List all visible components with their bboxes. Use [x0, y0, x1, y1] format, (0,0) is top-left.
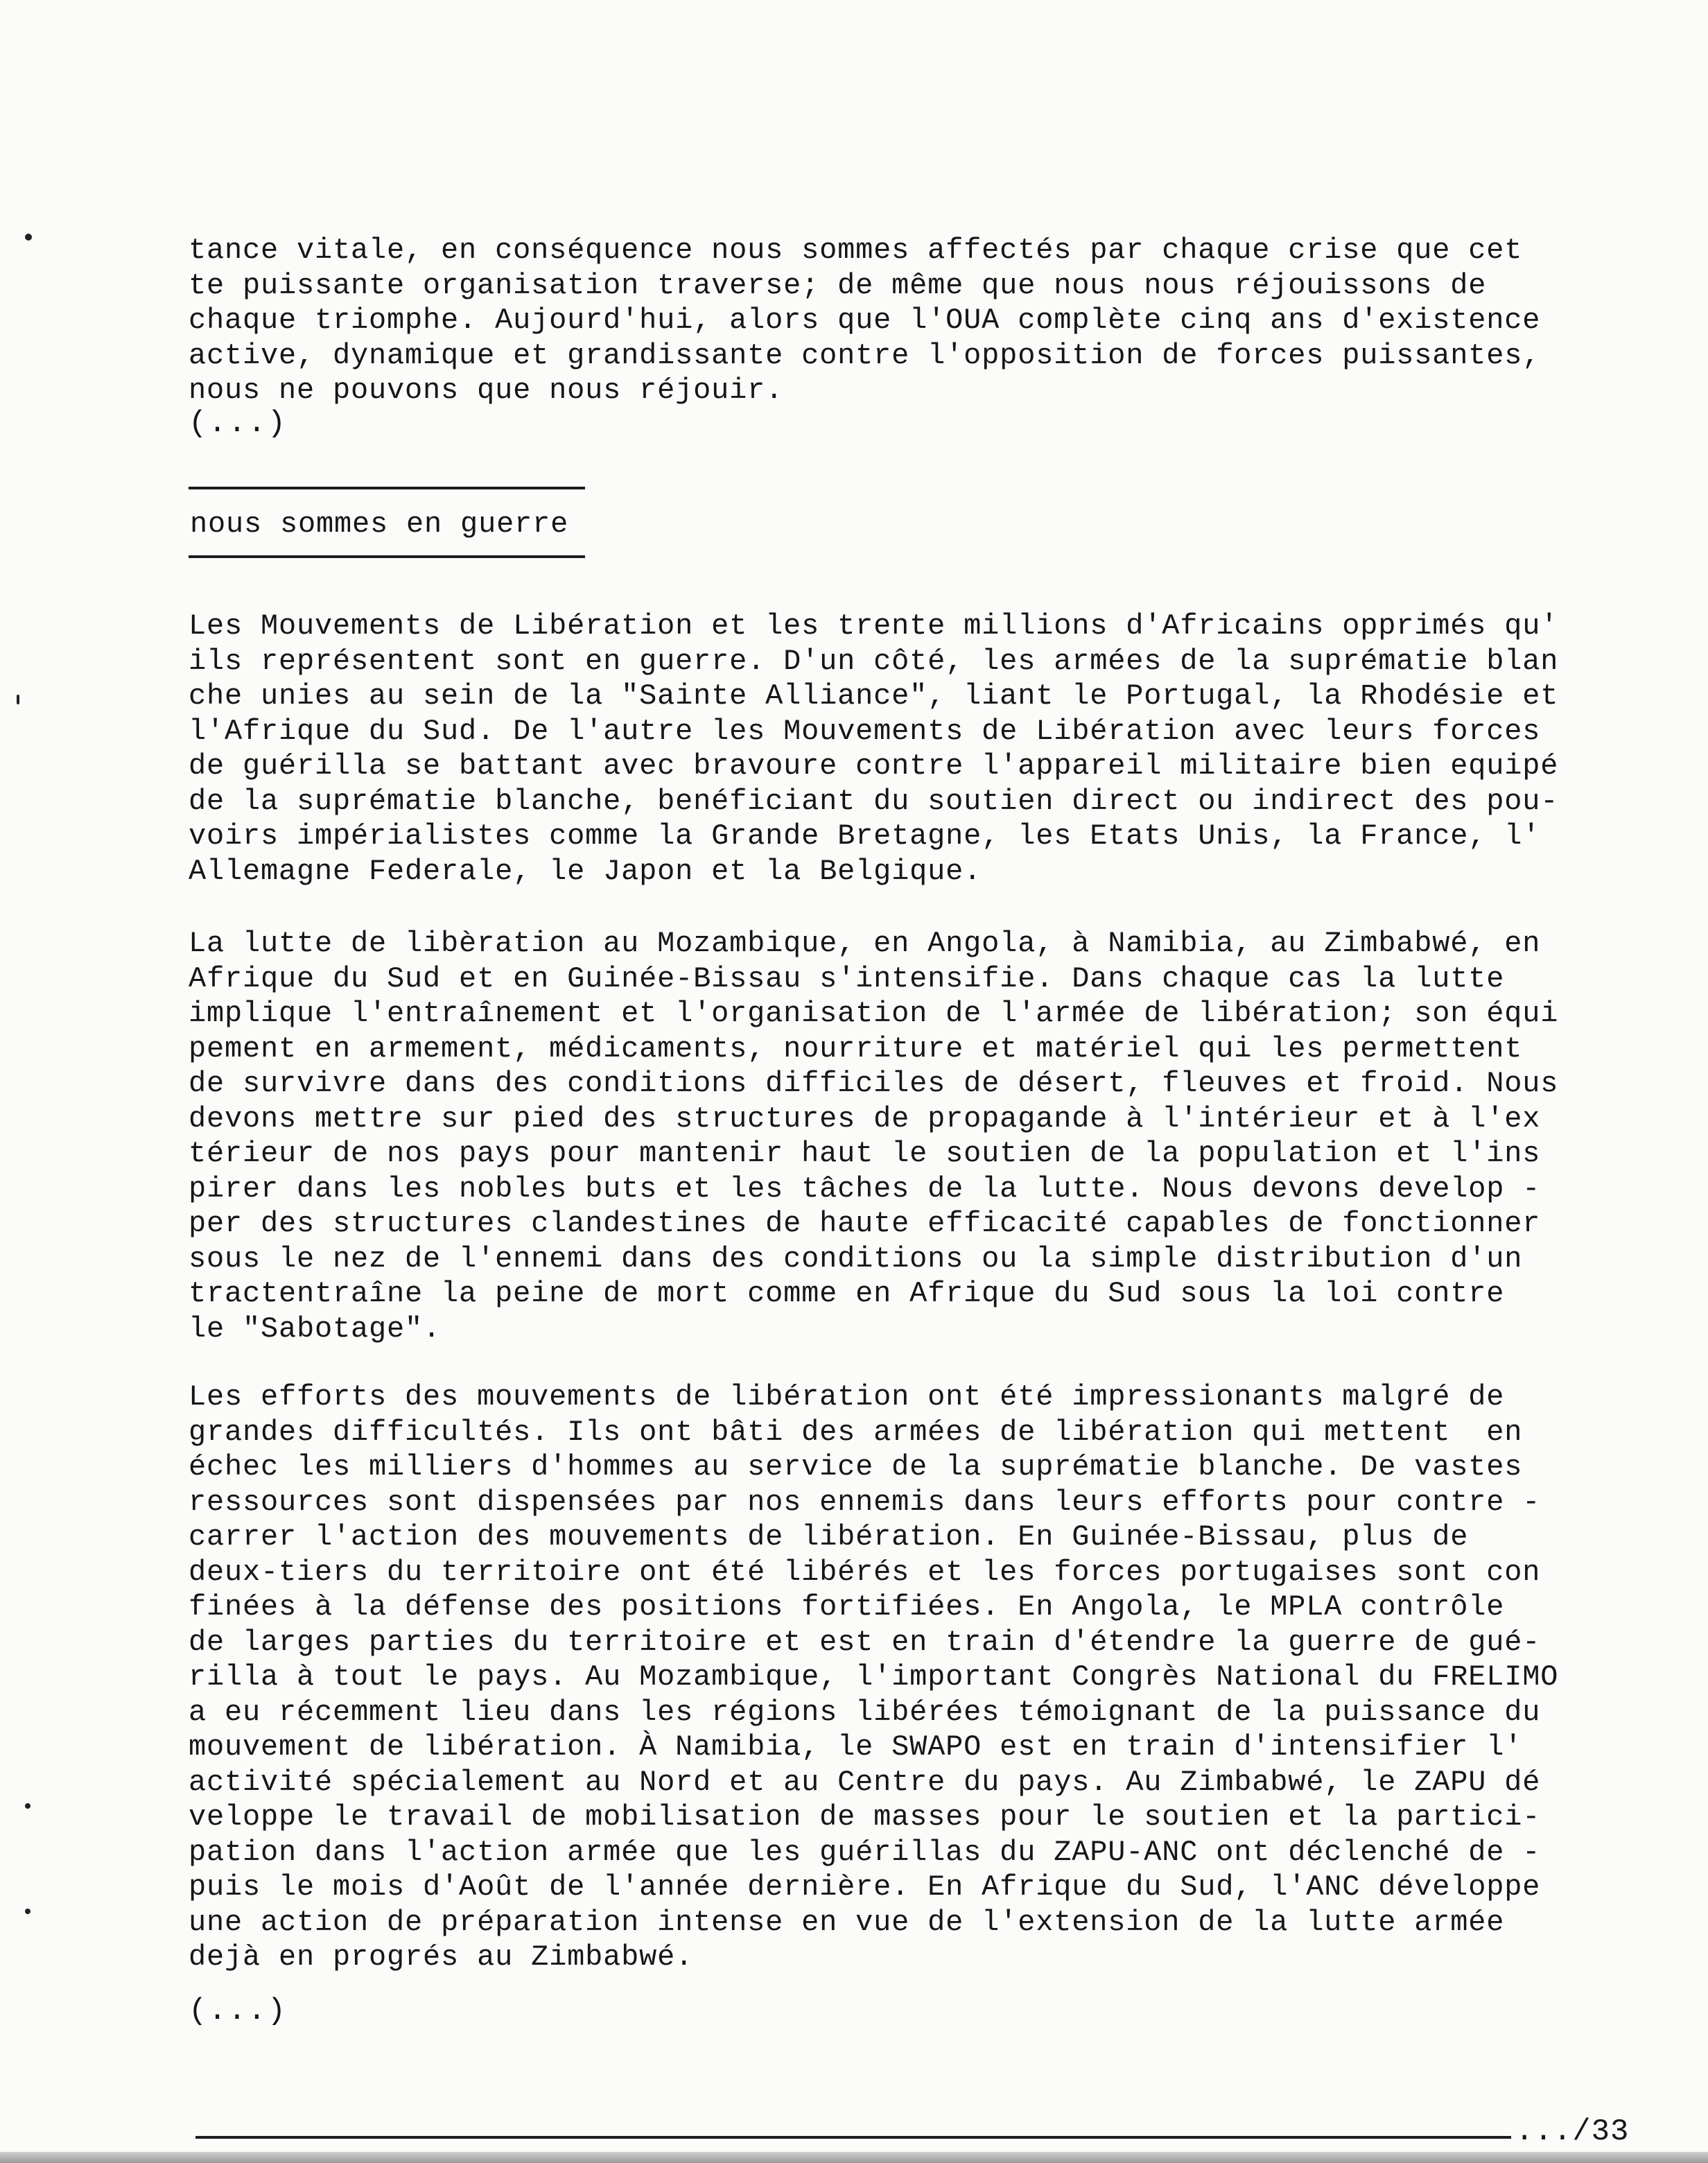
- margin-mark-middle: [17, 695, 19, 704]
- text-line: le "Sabotage".: [189, 1312, 442, 1346]
- text-line: de la suprématie blanche, benéficiant du soutien direct ou indirect des pou-: [189, 784, 1559, 818]
- text-line: finées à la défense des positions fortifiées. En Angola, le MPLA contrôle: [189, 1590, 1505, 1624]
- text-line: échec les milliers d'hommes au service de la suprématie blanche. De vastes: [189, 1450, 1523, 1484]
- text-line: Les Mouvements de Libération et les trente millions d'Africains opprimés qu': [189, 609, 1559, 643]
- text-line: rilla à tout le pays. Au Mozambique, l'important Congrès National du FRELIMO: [189, 1660, 1559, 1694]
- text-line: l'Afrique du Sud. De l'autre les Mouvements de Libération avec leurs forces: [189, 714, 1541, 748]
- text-line: térieur de nos pays pour mantenir haut le soutien de la population et l'ins: [189, 1137, 1541, 1170]
- text-line: tance vitale, en conséquence nous sommes affectés par chaque crise que cet: [189, 234, 1523, 267]
- text-line: Allemagne Federale, le Japon et la Belgique.: [189, 854, 982, 888]
- text-line: Les efforts des mouvements de libération ont été impressionants malgré de: [189, 1380, 1505, 1414]
- paragraph-liberation-struggle: [189, 926, 1630, 1346]
- ellipsis-bottom: (...): [189, 1994, 288, 2029]
- text-line: pement en armement, médicaments, nourriture et matériel qui les permettent: [189, 1032, 1523, 1066]
- text-line: active, dynamique et grandissante contre l'opposition de forces puissantes,: [189, 338, 1541, 372]
- text-line: a eu récemment lieu dans les régions libérées témoignant de la puissance du: [189, 1695, 1541, 1729]
- text-line: puis le mois d'Août de l'année dernière. En Afrique du Sud, l'ANC développe: [189, 1870, 1541, 1904]
- margin-mark-lower: [25, 1803, 31, 1809]
- text-line: implique l'entraînement et l'organisation de l'armée de libération; son équi: [189, 997, 1559, 1030]
- text-line: une action de préparation intense en vue de l'extension de la lutte armée: [189, 1905, 1505, 1939]
- text-line: tractentraîne la peine de mort comme en Afrique du Sud sous la loi contre: [189, 1277, 1505, 1310]
- text-line: de guérilla se battant avec bravoure contre l'appareil militaire bien equipé: [189, 749, 1559, 783]
- page-reference: .../33: [1515, 2114, 1630, 2149]
- text-line: te puissante organisation traverse; de même que nous nous réjouissons de: [189, 268, 1487, 302]
- text-line: de survivre dans des conditions difficiles de désert, fleuves et froid. Nous: [189, 1067, 1559, 1100]
- text-line: carrer l'action des mouvements de libération. En Guinée-Bissau, plus de: [189, 1520, 1469, 1554]
- margin-mark-bottom: [25, 1909, 31, 1914]
- text-line: dejà en progrés au Zimbabwé.: [189, 1940, 694, 1974]
- paragraph-liberation-war: [189, 609, 1630, 889]
- text-line: che unies au sein de la "Sainte Alliance", liant le Portugal, la Rhodésie et: [189, 679, 1559, 713]
- section-rule-bottom: [189, 555, 585, 558]
- text-line: per des structures clandestines de haute efficacité capables de fonctionner: [189, 1207, 1541, 1240]
- text-line: voirs impérialistes comme la Grande Bretagne, les Etats Unis, la France, l': [189, 819, 1541, 853]
- text-line: nous ne pouvons que nous réjouir.: [189, 374, 784, 407]
- margin-mark-top: [25, 234, 32, 241]
- section-title: nous sommes en guerre: [190, 507, 569, 541]
- text-line: pation dans l'action armée que les guérillas du ZAPU-ANC ont déclenché de -: [189, 1835, 1541, 1869]
- text-line: veloppe le travail de mobilisation de masses pour le soutien et la partici-: [189, 1800, 1541, 1834]
- text-line: devons mettre sur pied des structures de propagande à l'intérieur et à l'ex: [189, 1102, 1541, 1136]
- text-line: grandes difficultés. Ils ont bâti des armées de libération qui mettent en: [189, 1415, 1523, 1449]
- section-rule-top: [189, 487, 585, 489]
- text-line: ressources sont dispensées par nos ennemis dans leurs efforts pour contre -: [189, 1485, 1541, 1519]
- intro-paragraph: [189, 233, 1630, 408]
- text-line: sous le nez de l'ennemi dans des conditions ou la simple distribution d'un: [189, 1242, 1523, 1276]
- footer-rule: [195, 2136, 1511, 2139]
- paragraph-liberation-efforts: [189, 1380, 1630, 1975]
- text-line: mouvement de libération. À Namibia, le SWAPO est en train d'intensifier l': [189, 1730, 1523, 1764]
- text-line: La lutte de libèration au Mozambique, en Angola, à Namibia, au Zimbabwé, en: [189, 927, 1541, 960]
- text-line: Afrique du Sud et en Guinée-Bissau s'intensifie. Dans chaque cas la lutte: [189, 962, 1505, 996]
- ellipsis-top: (...): [189, 406, 288, 441]
- text-line: chaque triomphe. Aujourd'hui, alors que l'OUA complète cinq ans d'existence: [189, 304, 1541, 337]
- scan-bottom-edge: [0, 2152, 1708, 2163]
- text-line: de larges parties du territoire et est en train d'étendre la guerre de gué-: [189, 1625, 1541, 1659]
- text-line: deux-tiers du territoire ont été libérés et les forces portugaises sont con: [189, 1555, 1541, 1589]
- text-line: ils représentent sont en guerre. D'un côté, les armées de la suprématie blan: [189, 644, 1559, 678]
- text-line: pirer dans les nobles buts et les tâches de la lutte. Nous devons develop -: [189, 1172, 1541, 1206]
- text-line: activité spécialement au Nord et au Centre du pays. Au Zimbabwé, le ZAPU dé: [189, 1765, 1541, 1799]
